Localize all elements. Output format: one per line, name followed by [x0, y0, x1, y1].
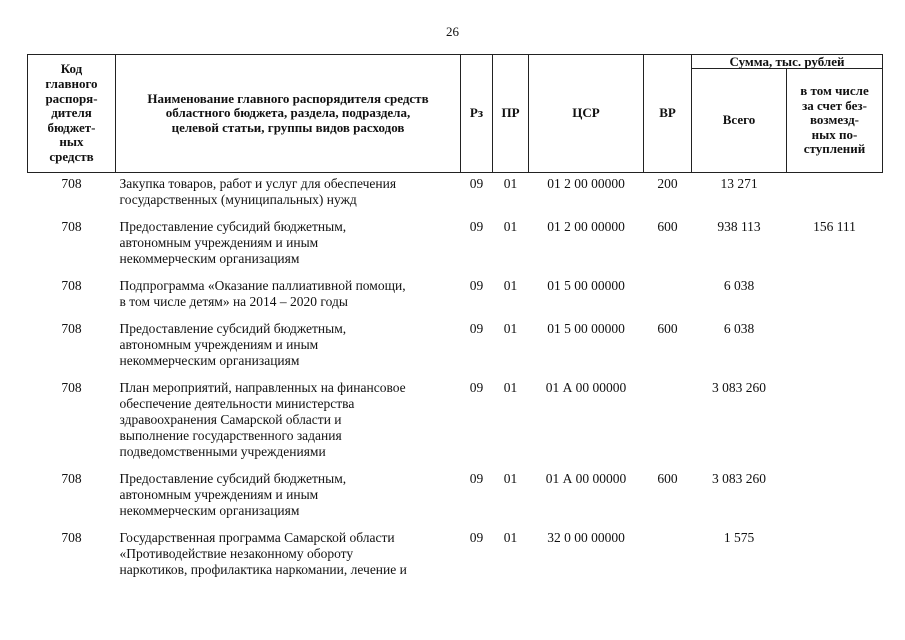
table-row [28, 471, 883, 530]
cell-gratuitous: 156 111 [813, 219, 856, 234]
cell-name: Предоставление субсидий бюджетным, автономным учреждениям и иным некоммерческим организациям [119, 219, 347, 266]
header-pr: ПР [493, 55, 529, 173]
cell-total: 6 038 [723, 278, 755, 293]
table-row [28, 530, 883, 589]
cell-rz: 09 [469, 176, 484, 191]
cell-rz: 09 [469, 380, 484, 395]
cell-code: 708 [61, 278, 82, 293]
cell-rz: 09 [469, 219, 484, 234]
cell-total: 6 038 [723, 321, 755, 336]
cell-csr: 01 5 00 00000 [547, 278, 625, 293]
cell-code: 708 [61, 530, 82, 545]
table-row [28, 380, 883, 471]
cell-vr: 600 [657, 321, 678, 336]
cell-csr: 32 0 00 00000 [547, 530, 625, 545]
header-rz: Рз [461, 55, 493, 173]
cell-name: Закупка товаров, работ и услуг для обеспечения государственных (муниципальных) нужд [119, 176, 397, 207]
cell-pr: 01 [503, 176, 518, 191]
cell-code: 708 [61, 380, 82, 395]
cell-gratuitous [787, 380, 883, 471]
cell-code: 708 [61, 321, 82, 336]
table-row [28, 278, 883, 321]
cell-gratuitous [787, 173, 883, 220]
cell-rz: 09 [469, 471, 484, 486]
header-total: Всего [692, 69, 787, 173]
cell-csr: 01 2 00 00000 [547, 176, 625, 191]
cell-csr: 01 5 00 00000 [547, 321, 625, 336]
cell-rz: 09 [469, 278, 484, 293]
header-sum-caption: Сумма, тыс. рублей [692, 55, 883, 69]
cell-name: Подпрограмма «Оказание паллиативной помощи, в том числе детям» на 2014 – 2020 годы [119, 278, 406, 309]
header-vr: ВР [644, 55, 692, 173]
header-gratuitous: в том числе за счет без- возмезд- ных по- ступлений [787, 69, 883, 173]
page-number: 26 [446, 24, 459, 39]
cell-vr: 200 [657, 176, 678, 191]
cell-pr: 01 [503, 471, 518, 486]
cell-code: 708 [61, 176, 82, 191]
cell-pr: 01 [503, 219, 518, 234]
header-code: Код главного распоря- дителя бюджет- ных средств [28, 55, 116, 173]
cell-gratuitous [787, 530, 883, 589]
cell-code: 708 [61, 471, 82, 486]
cell-vr [644, 380, 692, 471]
cell-gratuitous [787, 321, 883, 380]
cell-name: Государственная программа Самарской области «Противодействие незаконному обороту наркотиков, профилактика наркомании, лечение и [119, 530, 407, 577]
cell-total: 3 083 260 [712, 380, 766, 395]
cell-csr: 01 А 00 00000 [545, 380, 627, 395]
cell-csr: 01 А 00 00000 [545, 471, 627, 486]
cell-pr: 01 [503, 380, 518, 395]
cell-csr: 01 2 00 00000 [547, 219, 625, 234]
cell-pr: 01 [503, 278, 518, 293]
cell-total: 13 271 [720, 176, 758, 191]
cell-vr [644, 278, 692, 321]
cell-rz: 09 [469, 321, 484, 336]
cell-rz: 09 [469, 530, 484, 545]
cell-total: 1 575 [723, 530, 755, 545]
cell-pr: 01 [503, 321, 518, 336]
cell-gratuitous [787, 278, 883, 321]
header-csr: ЦСР [529, 55, 644, 173]
cell-vr: 600 [657, 219, 678, 234]
cell-vr: 600 [657, 471, 678, 486]
cell-code: 708 [61, 219, 82, 234]
cell-total: 3 083 260 [712, 471, 766, 486]
table-row [28, 321, 883, 380]
budget-expenditure-table [27, 54, 883, 589]
cell-name: Предоставление субсидий бюджетным, автономным учреждениям и иным некоммерческим организациям [119, 321, 347, 368]
cell-vr [644, 530, 692, 589]
cell-name: План мероприятий, направленных на финансовое обеспечение деятельности министерства здравоохранения Самарской области и выполнение государственного задания подведомственными учреждениями [119, 380, 406, 459]
cell-name: Предоставление субсидий бюджетным, автономным учреждениям и иным некоммерческим организациям [119, 471, 347, 518]
cell-gratuitous [787, 471, 883, 530]
table-row [28, 219, 883, 278]
cell-total: 938 113 [717, 219, 761, 234]
table-row [28, 173, 883, 220]
cell-pr: 01 [503, 530, 518, 545]
header-name: Наименование главного распорядителя средств областного бюджета, раздела, подраздела, целевой статьи, группы видов расходов [116, 55, 461, 173]
